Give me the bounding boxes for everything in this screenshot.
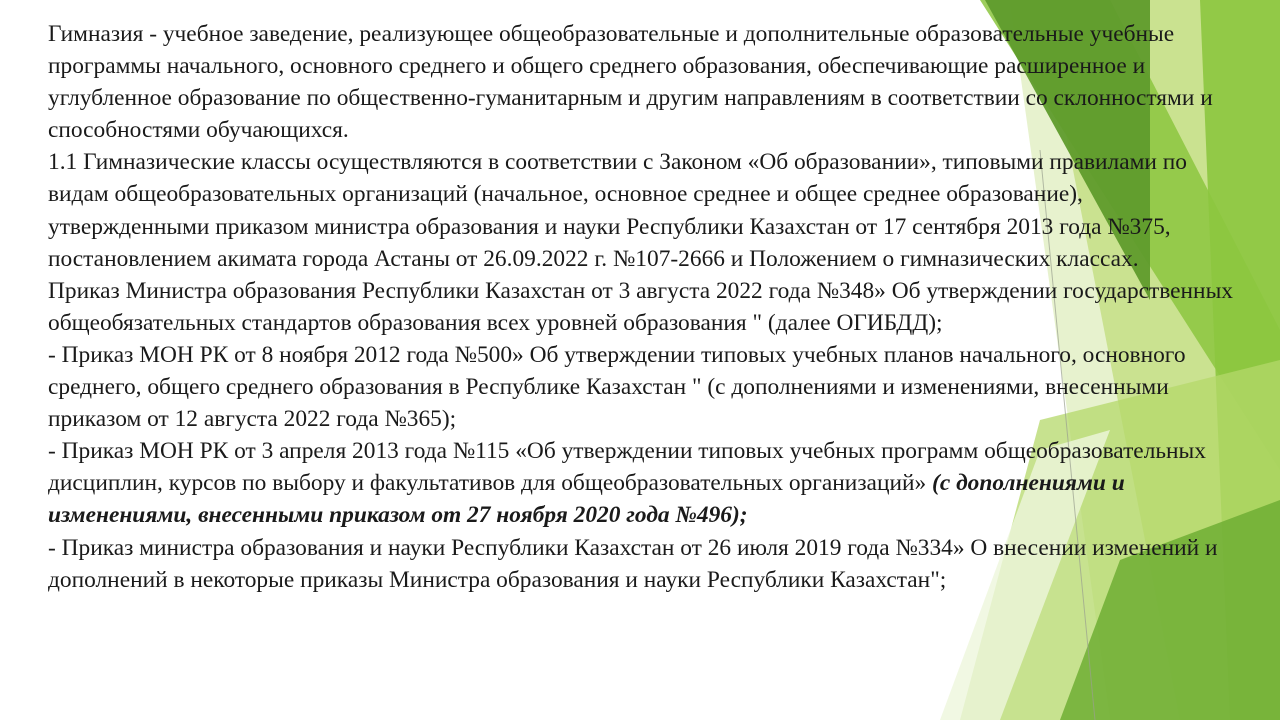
paragraph-order-334 [48,532,1248,596]
paragraph-text: Гимназия - учебное заведение, реализующее общеобразовательные и дополнительные образовательные учебные программы начального, основного среднего и общего среднего образования, обеспечивающие расширенное и углубленное образование по общественно-гуманитарным и другим направлениям в соответствии со склонностями и способностями обучающихся. [48,21,1213,144]
paragraph-gymnasium-classes [48,146,1248,274]
paragraph-order-115 [48,435,1248,531]
paragraph-text: - Приказ МОН РК от 8 ноября 2012 года №500» Об утверждении типовых учебных планов начального, основного среднего, общего среднего образования в Республике Казахстан " (с дополнениями и изменениями, внесенными приказом от 12 августа 2022 года №365); [48,341,1186,433]
slide-text-body [48,18,1248,596]
paragraph-text: - Приказ МОН РК от 3 апреля 2013 года №115 «Об утверждении типовых учебных программ общеобразовательных дисциплин, курсов по выбору и факультативов для общеобразовательных организаций» [48,438,1206,497]
paragraph-order-500 [48,339,1248,435]
paragraph-text: 1.1 Гимназические классы осуществляются в соответствии с Законом «Об образовании», типовыми правилами по видам общеобразовательных организаций (начальное, основное среднее и общее среднее образование), утвержденными приказом министра образования и науки Республики Казахстан от 17 сентября 2013 года №375, постановлением акимата города Астаны от 26.09.2022 г. №107-2666 и Положением о гимназических классах. [48,149,1187,272]
paragraph-gymnasium-definition [48,18,1248,146]
paragraph-text: Приказ Министра образования Республики Казахстан от 3 августа 2022 года №348» Об утверждении государственных общеобязательных стандартов образования всех уровней образования " (далее ОГИБДД); [48,277,1233,336]
paragraph-order-348 [48,275,1248,339]
paragraph-text: - Приказ министра образования и науки Республики Казахстан от 26 июля 2019 года №334» О внесении изменений и дополнений в некоторые приказы Министра образования и науки Республики Казахстан"; [48,534,1218,593]
paragraph-emphasis: (с дополнениями и изменениями, внесенными приказом от 27 ноября 2020 года №496); [48,470,1125,529]
